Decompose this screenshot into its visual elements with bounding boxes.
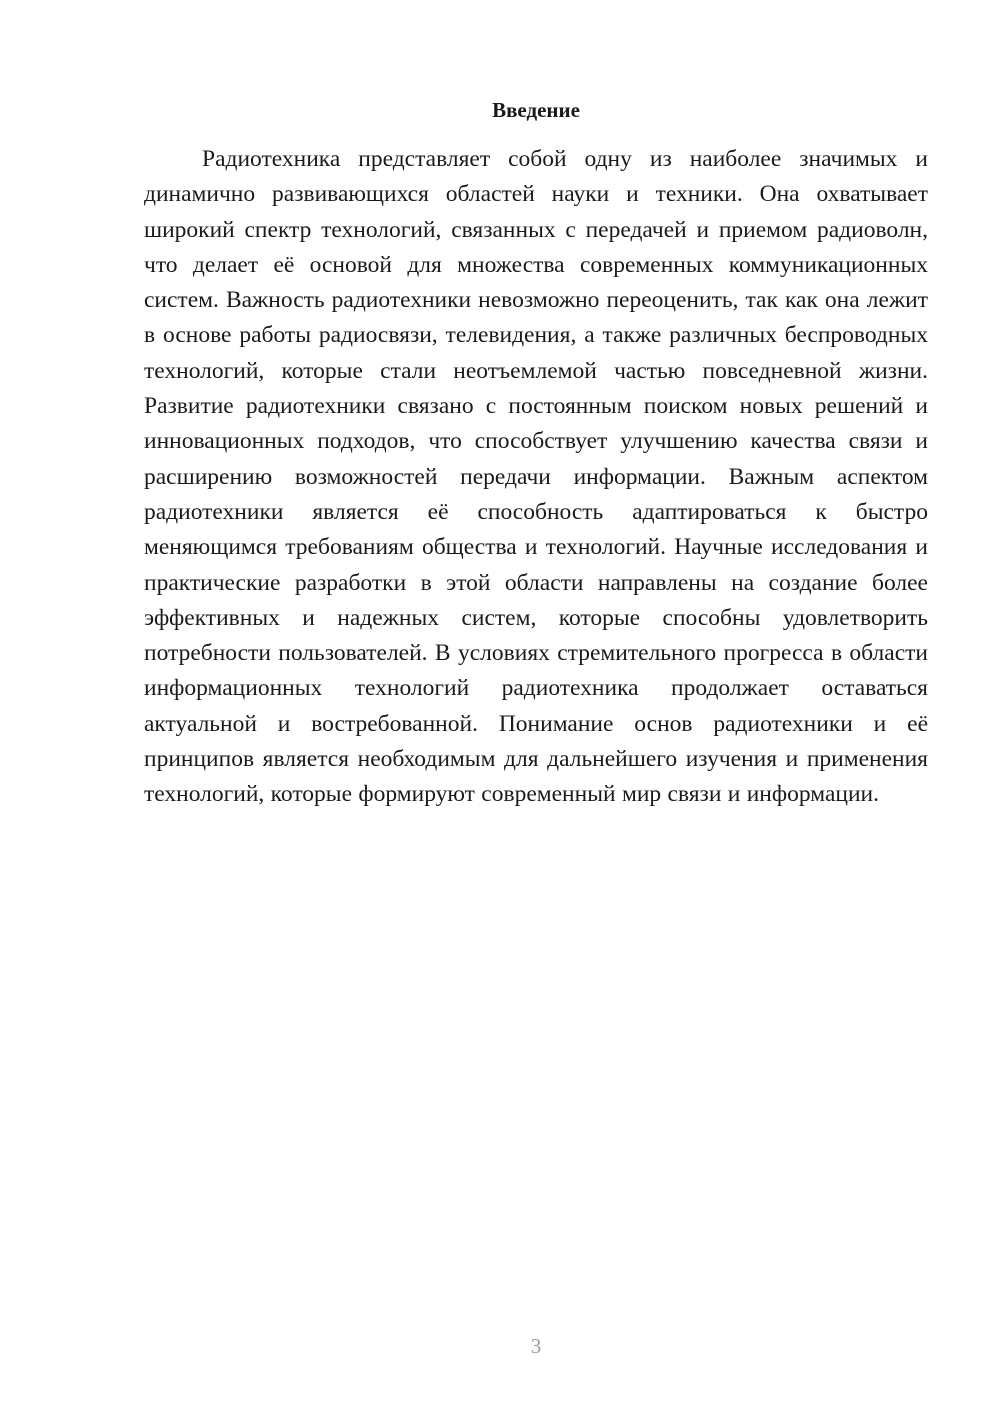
body-paragraph: Радиотехника представляет собой одну из наиболее значимых и динамично развивающихся областей науки и техники. Она охватывает широкий спектр технологий, связанных с передачей и приемом радиоволн, что делает её основой для множества современных коммуникационных систем. Важность радиотехники невозможно переоценить, так как она лежит в основе работы радиосвязи, телевидения, а также различных беспроводных технологий, которые стали неотъемлемой частью повседневной жизни. Развитие радиотехники связано с постоянным поиском новых решений и инновационных подходов, что способствует улучшению качества связи и расширению возможностей передачи информации. Важным аспектом радиотехники является её способность адаптироваться к быстро меняющимся требованиям общества и технологий. Научные исследования и практические разработки в этой области направлены на создание более эффективных и надежных систем, которые способны удовлетворить потребности пользователей. В условиях стремительного прогресса в области информационных технологий радиотехника продолжает оставаться актуальной и востребованной. Понимание основ радиотехники и её принципов является необходимым для дальнейшего изучения и применения технологий, которые формируют современный мир связи и информации. <box>144 146 928 808</box>
page-number: 3 <box>530 1334 542 1358</box>
section-heading: Введение <box>492 98 580 122</box>
